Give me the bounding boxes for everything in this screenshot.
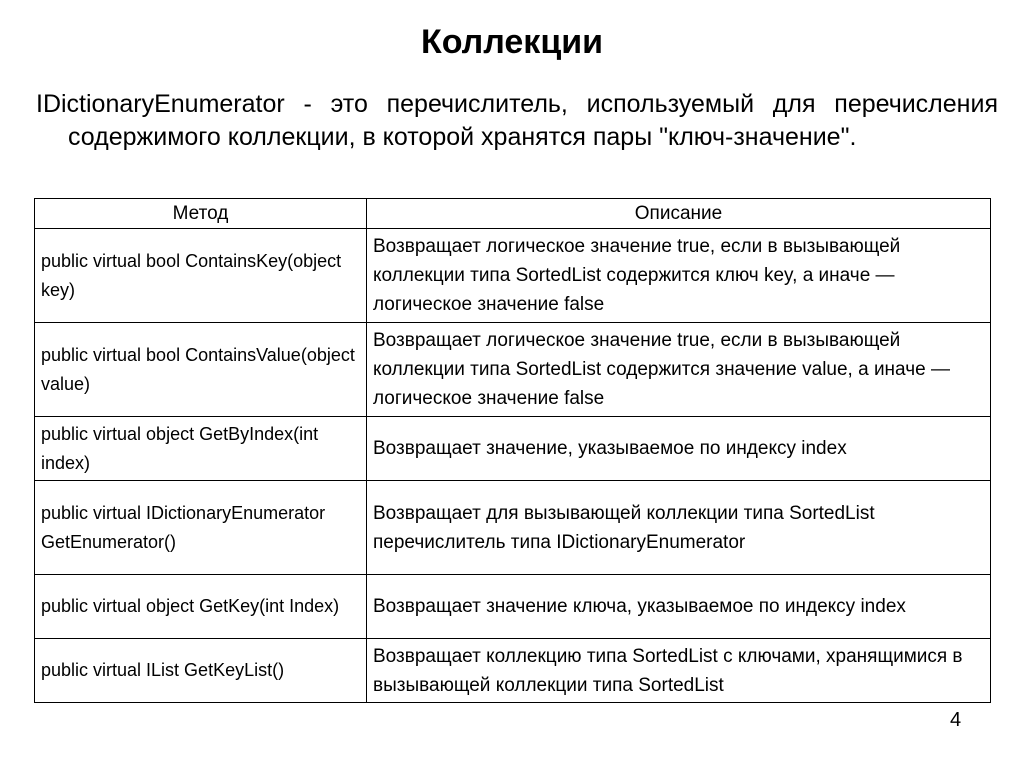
header-method: Метод — [35, 199, 367, 229]
description-cell: Возвращает логическое значение true, если в вызывающей коллекции типа SortedList содержится ключ key, а иначе — логическое значение false — [367, 229, 991, 323]
method-cell: public virtual bool ContainsKey(object key) — [35, 229, 367, 323]
description-cell: Возвращает для вызывающей коллекции типа SortedList перечислитель типа IDictionaryEnumerator — [367, 481, 991, 575]
method-cell: public virtual IList GetKeyList() — [35, 639, 367, 703]
description-cell: Возвращает коллекцию типа SortedList с ключами, хранящимися в вызывающей коллекции типа SortedList — [367, 639, 991, 703]
description-cell: Возвращает значение, указываемое по индексу index — [367, 417, 991, 481]
table-row — [35, 639, 991, 703]
table-row — [35, 417, 991, 481]
table-row — [35, 323, 991, 417]
table-row — [35, 229, 991, 323]
header-description: Описание — [367, 199, 991, 229]
table-row — [35, 575, 991, 639]
description-cell: Возвращает логическое значение true, если в вызывающей коллекции типа SortedList содержится значение value, а иначе — логическое значение false — [367, 323, 991, 417]
intro-paragraph: IDictionaryEnumerator - это перечислитель, используемый для перечисления содержимого коллекции, в которой хранятся пары "ключ-значение". — [36, 90, 998, 151]
table-row — [35, 481, 991, 575]
methods-table — [34, 198, 991, 703]
method-cell: public virtual object GetKey(int Index) — [35, 575, 367, 639]
method-cell: public virtual bool ContainsValue(object value) — [35, 323, 367, 417]
table-header-row — [35, 199, 991, 229]
page-number: 4 — [950, 709, 962, 731]
slide-title: Коллекции — [420, 23, 604, 61]
description-cell: Возвращает значение ключа, указываемое по индексу index — [367, 575, 991, 639]
method-cell: public virtual IDictionaryEnumerator GetEnumerator() — [35, 481, 367, 575]
method-cell: public virtual object GetByIndex(int index) — [35, 417, 367, 481]
